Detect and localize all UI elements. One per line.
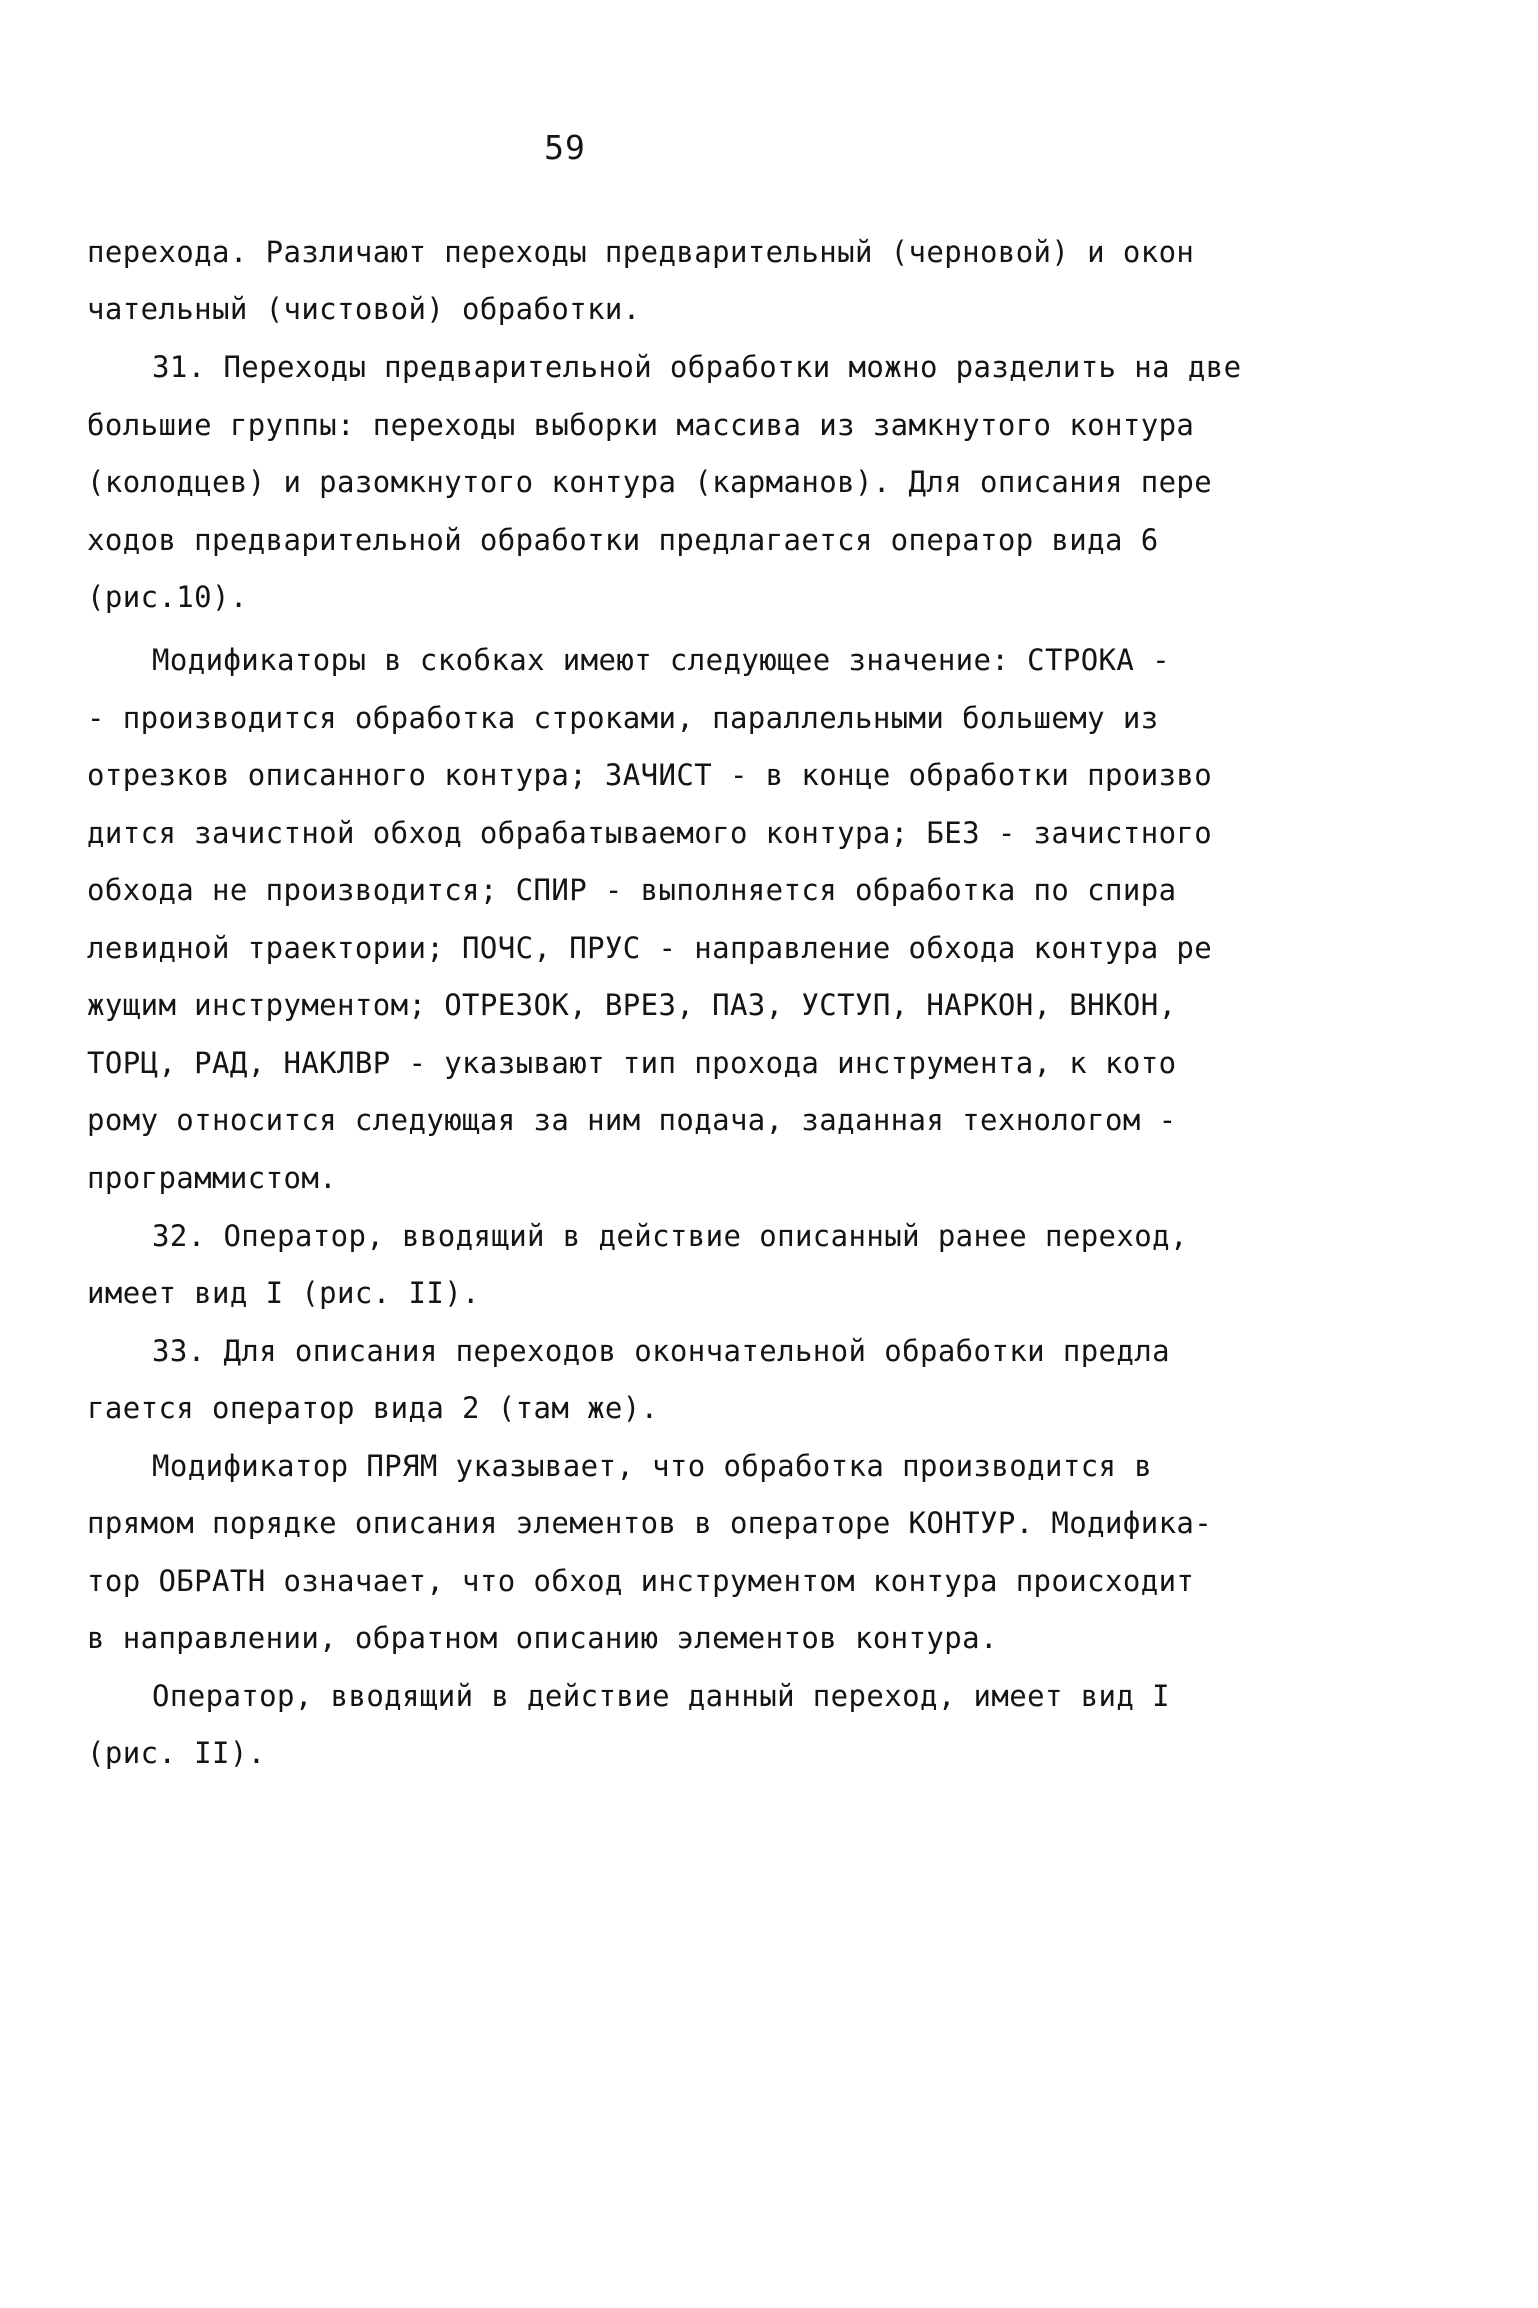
text-line: большие группы: переходы выборки массива из замкнутого контура bbox=[87, 408, 1195, 442]
text-line: ТОРЦ, РАД, НАКЛВР - указывают тип прохода инструмента, к кото bbox=[87, 1046, 1177, 1080]
text-line: (рис. II). bbox=[87, 1736, 266, 1770]
text-line: жущим инструментом; ОТРЕЗОК, ВРЕЗ, ПАЗ, УСТУП, НАРКОН, ВНКОН, bbox=[87, 988, 1177, 1022]
text-line: (рис.10). bbox=[87, 580, 248, 614]
text-line: рому относится следующая за ним подача, заданная технологом - bbox=[87, 1103, 1177, 1137]
text-line: Модификаторы в скобках имеют следующее значение: СТРОКА - bbox=[152, 643, 1170, 677]
text-line: имеет вид I (рис. II). bbox=[87, 1276, 480, 1310]
text-line: обхода не производится; СПИР - выполняется обработка по спира bbox=[87, 873, 1177, 907]
text-line: гается оператор вида 2 (там же). bbox=[87, 1391, 659, 1425]
text-line: дится зачистной обход обрабатываемого контура; БЕЗ - зачистного bbox=[87, 816, 1213, 850]
text-line: ходов предварительной обработки предлагается оператор вида 6 bbox=[87, 523, 1159, 557]
text-line: 33. Для описания переходов окончательной обработки предла bbox=[152, 1334, 1170, 1368]
page-number: 59 bbox=[544, 128, 586, 167]
text-line: программистом. bbox=[87, 1161, 338, 1195]
text-line: 31. Переходы предварительной обработки можно разделить на две bbox=[152, 350, 1242, 384]
text-line: в направлении, обратном описанию элементов контура. bbox=[87, 1621, 998, 1655]
text-line: тор ОБРАТН означает, что обход инструментом контура происходит bbox=[87, 1564, 1195, 1598]
text-line: (колодцев) и разомкнутого контура (карманов). Для описания пере bbox=[87, 465, 1213, 499]
text-line: левидной траектории; ПОЧС, ПРУС - направление обхода контура ре bbox=[87, 931, 1213, 965]
text-line: - производится обработка строками, параллельными большему из bbox=[87, 701, 1159, 735]
text-line: Модификатор ПРЯМ указывает, что обработка производится в bbox=[152, 1449, 1153, 1483]
text-line: прямом порядке описания элементов в операторе КОНТУР. Модифика- bbox=[87, 1506, 1213, 1540]
text-line: отрезков описанного контура; ЗАЧИСТ - в конце обработки произво bbox=[87, 758, 1213, 792]
text-line: перехода. Различают переходы предварительный (черновой) и окон bbox=[87, 235, 1195, 269]
text-line: 32. Оператор, вводящий в действие описанный ранее переход, bbox=[152, 1219, 1188, 1253]
text-line: Оператор, вводящий в действие данный переход, имеет вид I bbox=[152, 1679, 1170, 1713]
text-line: чательный (чистовой) обработки. bbox=[87, 292, 641, 326]
